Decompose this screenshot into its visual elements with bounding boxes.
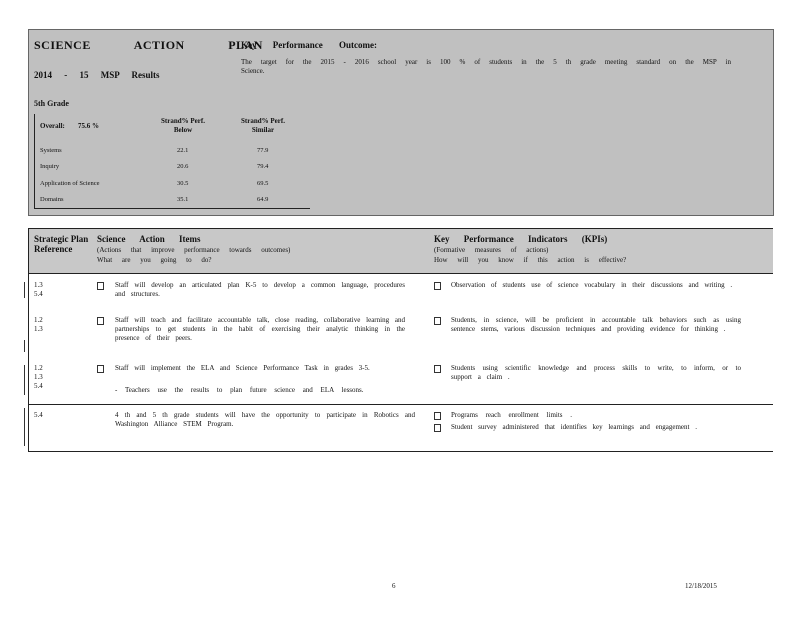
- col-similar-header: Strand% Perf. Similar: [241, 117, 285, 134]
- action-item: Staff will teach and facilitate accountable talk, close reading, collaborative learning and partnerships to get students in the habit of exercising their analytic thinking in the presence of their peers.: [115, 316, 405, 342]
- plan-reference: 1.2 1.3: [34, 316, 43, 333]
- action-item: Staff will develop an articulated plan K-5 to develop a common language, procedures and structures.: [115, 281, 405, 298]
- row-divider: [29, 404, 773, 405]
- bullet-icon: [434, 412, 441, 421]
- grade-label: 5th Grade: [34, 99, 69, 108]
- strand-name: Systems: [40, 147, 62, 154]
- col-items-sub1: (Actions that improve performance towards outcomes): [97, 246, 291, 254]
- kpi-item: Programs reach enrollment limits .: [451, 411, 573, 419]
- strand-below: 22.1: [177, 147, 189, 154]
- plan-reference: 1.2 1.3 5.4: [34, 364, 43, 390]
- kpo-title: Key Performance Outcome:: [241, 40, 377, 50]
- kpi-item: Students, in science, will be proficient in accountable talk behaviors such as using sentence stems, various discussion techniques and providing evidence for thinking .: [451, 316, 741, 333]
- col-kpi-sub2: How will you know if this action is effective?: [434, 256, 627, 264]
- action-subitem: - Teachers use the results to plan future science and ELA lessons.: [115, 386, 364, 394]
- strand-name: Domains: [40, 196, 64, 203]
- plan-reference: 1.3 5.4: [34, 281, 43, 298]
- col-kpi-sub1: (Formative measures of actions): [434, 246, 549, 254]
- bullet-icon: [434, 365, 441, 374]
- col-kpi-title: Key Performance Indicators (KPIs): [434, 234, 608, 244]
- bullet-icon: [97, 282, 104, 291]
- col-ref-header: Strategic Plan Reference: [34, 234, 89, 254]
- strand-name: Application of Science: [40, 180, 100, 187]
- bullet-icon: [97, 365, 104, 374]
- plan-subtitle: 2014 - 15 MSP Results: [34, 70, 160, 80]
- action-table: [28, 228, 773, 452]
- change-bar: [24, 408, 25, 446]
- kpi-item: Observation of students use of science vocabulary in their discussions and writing .: [451, 281, 733, 289]
- strand-similar: 77.9: [257, 147, 269, 154]
- kpi-item: Student survey administered that identifies key learnings and engagement .: [451, 423, 697, 431]
- strand-below: 20.6: [177, 163, 189, 170]
- overall-label: Overall:: [40, 122, 65, 130]
- strand-similar: 69.5: [257, 180, 269, 187]
- bullet-icon: [434, 282, 441, 291]
- change-bar: [24, 365, 25, 395]
- plan-title: SCIENCE ACTION PLAN: [34, 38, 263, 52]
- strand-similar: 64.9: [257, 196, 269, 203]
- page-number: 6: [392, 582, 396, 590]
- overall-value: 75.6 %: [78, 122, 99, 130]
- plan-reference: 5.4: [34, 411, 43, 419]
- strand-table: [34, 114, 310, 209]
- kpo-text: The target for the 2015 - 2016 school year is 100 % of students in the 5 th grade meeting standard on the MSP in Science.: [241, 58, 731, 75]
- change-bar: [24, 340, 25, 352]
- strand-below: 35.1: [177, 196, 189, 203]
- col-items-sub2: What are you going to do?: [97, 256, 212, 264]
- footer-date: 12/18/2015: [685, 582, 717, 590]
- bullet-icon: [97, 317, 104, 326]
- strand-similar: 79.4: [257, 163, 269, 170]
- col-below-header: Strand% Perf. Below: [161, 117, 205, 134]
- key-performance-panel: [28, 29, 774, 216]
- header-divider: [29, 273, 773, 274]
- bullet-icon: [434, 317, 441, 326]
- action-item: 4 th and 5 th grade students will have the opportunity to participate in Robotics and Washington Alliance STEM Program.: [115, 411, 415, 428]
- col-items-title: Science Action Items: [97, 234, 201, 244]
- strand-below: 30.5: [177, 180, 189, 187]
- kpi-item: Students using scientific knowledge and process skills to write, to inform, or to support a claim .: [451, 364, 741, 381]
- strand-name: Inquiry: [40, 163, 60, 170]
- change-bar: [24, 282, 25, 298]
- bullet-icon: [434, 424, 441, 433]
- action-item: Staff will implement the ELA and Science Performance Task in grades 3-5.: [115, 364, 370, 372]
- action-table-header: [29, 229, 773, 273]
